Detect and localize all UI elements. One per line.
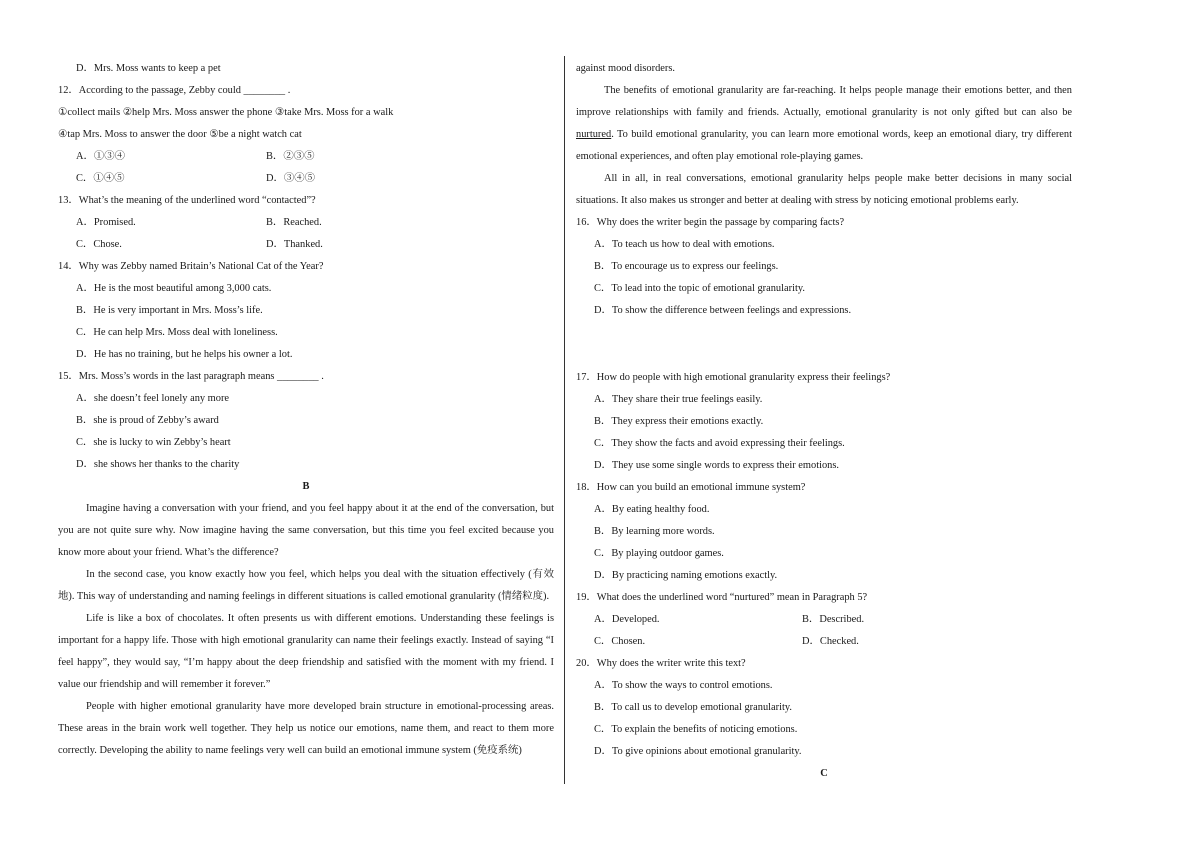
q19-option-c: C．Chosen.	[594, 636, 646, 647]
q14-option-b: B．He is very important in Mrs. Moss’s life.	[76, 305, 263, 316]
q20-option-b: B．To call us to develop emotional granularity.	[594, 702, 792, 713]
q13-stem	[58, 190, 554, 212]
q13-option-d: D．Thanked.	[266, 239, 323, 250]
q13-option-c: C．Chose.	[76, 239, 122, 250]
right-column	[576, 58, 1072, 785]
q16-option-d: D．To show the difference between feelings and expressions.	[594, 305, 852, 316]
passage-b-paragraph-4-end: against mood disorders.	[576, 63, 675, 74]
q12-option-c: C．①④⑤	[76, 173, 125, 184]
q20-option-a: A．To show the ways to control emotions.	[594, 680, 773, 691]
q16-option-c: C．To lead into the topic of emotional granularity.	[594, 283, 805, 294]
q13-options-ab	[58, 212, 554, 234]
q20-option-c: C．To explain the benefits of noticing emotions.	[594, 724, 798, 735]
left-column	[58, 58, 554, 762]
q19-stem	[576, 587, 1072, 609]
passage-b-paragraph-6: All in all, in real conversations, emotional granularity helps people make better decisions in many social situations. It also makes us stronger and better at dealing with stress by noticing emotional problems early.	[576, 173, 1072, 206]
q14-stem: 14．Why was Zebby named Britain’s National Cat of the Year?	[58, 261, 324, 272]
section-b-heading: B	[302, 481, 310, 492]
q12-choices-line1: ①collect mails ②help Mrs. Moss answer the phone ③take Mrs. Moss for a walk	[58, 107, 394, 118]
underlined-word-nurtured: nurtured	[576, 129, 612, 140]
q12-option-b: B．②③⑤	[266, 151, 315, 162]
q15-stem: 15．Mrs. Moss’s words in the last paragraph means ________ .	[58, 371, 324, 382]
q12-stem: 12．According to the passage, Zebby could ________ .	[58, 85, 291, 96]
q16-stem: 16．Why does the writer begin the passage by comparing facts?	[576, 217, 845, 228]
q18-option-b: B．By learning more words.	[594, 526, 715, 537]
q18-option-d: D．By practicing naming emotions exactly.	[594, 570, 778, 581]
q16-option-a: A．To teach us how to deal with emotions.	[594, 239, 775, 250]
q20-option-d: D．To give opinions about emotional granularity.	[594, 746, 802, 757]
q14-option-a: A．He is the most beautiful among 3,000 cats.	[76, 283, 272, 294]
passage-b-paragraph-4: People with higher emotional granularity have more developed brain structure in emotional-processing areas. These areas in the brain work well together. They help us notice our emotions, name them, and react to them more correctly. Developing the ability to name feelings very well can build an emotional immune system (免疫系统)	[58, 701, 554, 756]
q17-option-c: C．They show the facts and avoid expressing their feelings.	[594, 438, 845, 449]
q18-option-c: C．By playing outdoor games.	[594, 548, 724, 559]
q18-option-a: A．By eating healthy food.	[594, 504, 710, 515]
section-c-heading: C	[820, 768, 828, 779]
q13-stem-post: ”?	[306, 195, 316, 206]
q17-stem: 17．How do people with high emotional granularity express their feelings?	[576, 372, 891, 383]
q13-stem-word: contacted	[266, 195, 307, 206]
q19-option-b: B．Described.	[802, 614, 865, 625]
q15-option-a: A．she doesn’t feel lonely any more	[76, 393, 230, 404]
q19-option-a: A．Developed.	[594, 614, 660, 625]
passage-b-paragraph-5	[576, 80, 1072, 168]
paragraph-5-post: . To build emotional granularity, you can learn more emotional words, keep an emotional diary, try different emotional experiences, and often play emotional role-playing games.	[576, 129, 1072, 162]
passage-b-paragraph-2: In the second case, you know exactly how you feel, which helps you deal with the situation effectively (有效地). This way of understanding and naming feelings in different situations is called emotional granularity (情绪粒度).	[58, 569, 554, 602]
q13-option-b: B．Reached.	[266, 217, 322, 228]
q19-stem-pre: 19．What does the underlined word “	[576, 592, 735, 603]
q12-options-cd	[58, 168, 554, 190]
q12-option-a: A．①③④	[76, 151, 126, 162]
q14-option-c: C．He can help Mrs. Moss deal with loneliness.	[76, 327, 278, 338]
q11-option-d: D．Mrs. Moss wants to keep a pet	[76, 63, 221, 74]
q19-options-cd	[576, 631, 1072, 653]
q19-stem-word: nurtured	[734, 592, 770, 603]
q15-option-b: B．she is proud of Zebby’s award	[76, 415, 219, 426]
q15-option-c: C．she is lucky to win Zebby’s heart	[76, 437, 231, 448]
q20-stem: 20．Why does the writer write this text?	[576, 658, 746, 669]
q16-option-b: B．To encourage us to express our feelings.	[594, 261, 779, 272]
q12-options-ab	[58, 146, 554, 168]
q19-stem-post: ” mean in Paragraph 5?	[769, 592, 868, 603]
q17-option-d: D．They use some single words to express their emotions.	[594, 460, 840, 471]
q12-option-d: D．③④⑤	[266, 173, 316, 184]
q13-stem-pre: 13．What’s the meaning of the underlined word “	[58, 195, 267, 206]
passage-b-paragraph-1: Imagine having a conversation with your friend, and you feel happy about it at the end of the conversation, but you are not quite sure why. Now imagine having the same conversation, but this time you feel excited because you know more about your friend. What’s the difference?	[58, 503, 554, 558]
q18-stem: 18．How can you build an emotional immune system?	[576, 482, 806, 493]
q13-option-a: A．Promised.	[76, 217, 136, 228]
q19-option-d: D．Checked.	[802, 636, 859, 647]
q14-option-d: D．He has no training, but he helps his owner a lot.	[76, 349, 293, 360]
q13-options-cd	[58, 234, 554, 256]
column-divider	[564, 56, 565, 784]
blank-gap	[576, 322, 1072, 367]
q19-options-ab	[576, 609, 1072, 631]
paragraph-5-pre: The benefits of emotional granularity are far-reaching. It helps people manage their emotions better, and then improve relationships with family and friends. Actually, emotional granularity is not only gifted but can also be	[576, 85, 1072, 118]
q17-option-a: A．They share their true feelings easily.	[594, 394, 763, 405]
q12-choices-line2: ④tap Mrs. Moss to answer the door ⑤be a night watch cat	[58, 129, 302, 140]
q17-option-b: B．They express their emotions exactly.	[594, 416, 764, 427]
q15-option-d: D．she shows her thanks to the charity	[76, 459, 240, 470]
passage-b-paragraph-3: Life is like a box of chocolates. It often presents us with different emotions. Understanding these feelings is important for a happy life. Those with high emotional granularity can name their feelings exactly. Instead of saying “I feel happy”, they would say, “I’m happy about the deep friendship and satisfied with the moment with my friend. I value our friendship and will remember it forever.”	[58, 613, 554, 690]
